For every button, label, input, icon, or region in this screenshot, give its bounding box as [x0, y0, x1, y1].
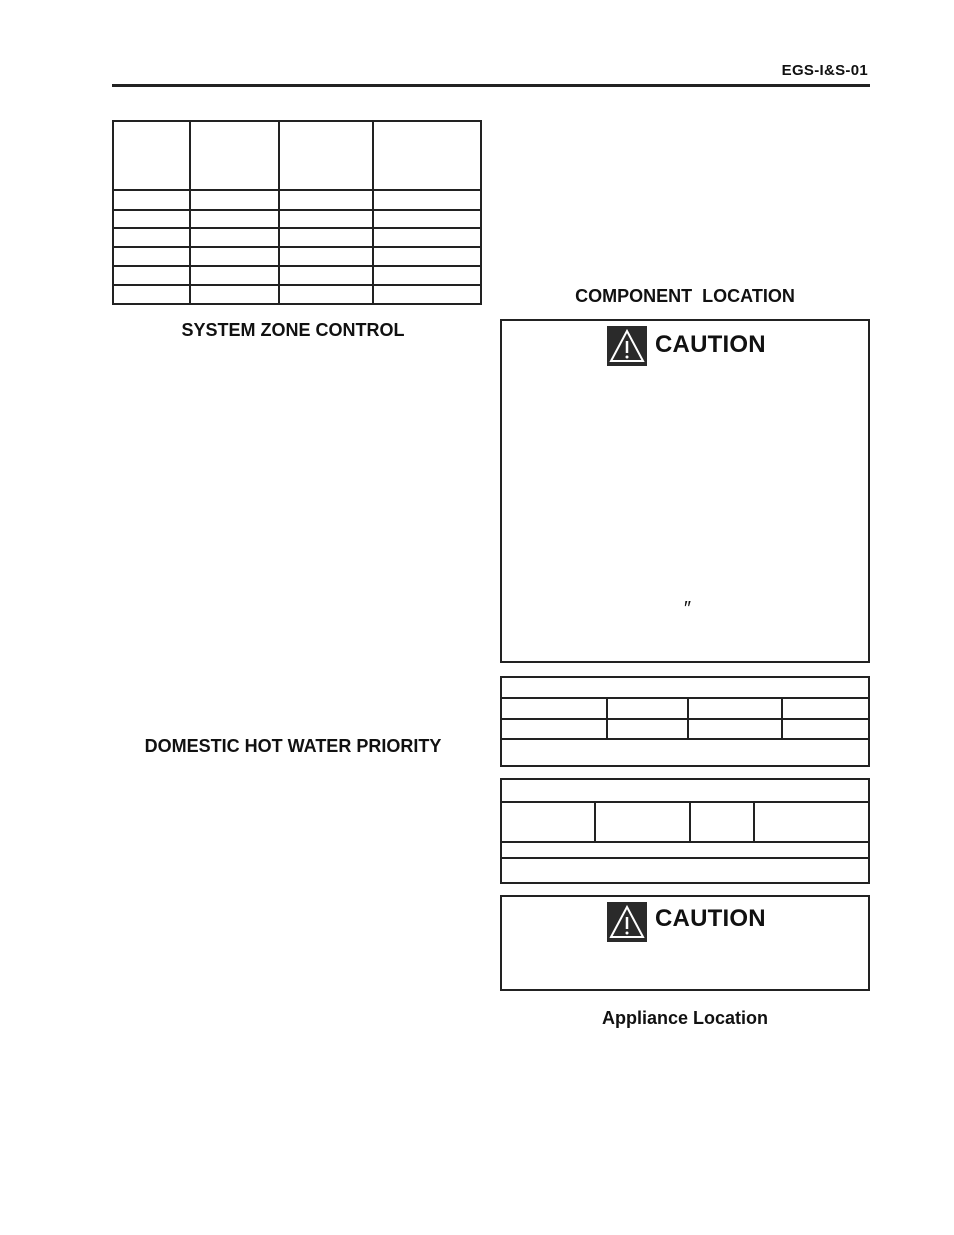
- table-row-divider: [114, 189, 480, 191]
- table-row-divider: [114, 246, 480, 248]
- table-column-divider: [687, 697, 689, 740]
- caution-label: CAUTION: [655, 905, 766, 932]
- table-column-divider: [689, 801, 691, 843]
- caution-label: CAUTION: [655, 331, 766, 358]
- warning-triangle-icon: [607, 902, 647, 942]
- ruled-table-b: [500, 778, 870, 884]
- table-row-divider: [502, 718, 868, 720]
- table-column-divider: [594, 801, 596, 843]
- table-row-divider: [114, 284, 480, 286]
- table-row-divider: [502, 841, 868, 843]
- ruled-table-a: [500, 676, 870, 767]
- appliance-location-heading: Appliance Location: [601, 1008, 769, 1028]
- table-column-divider: [372, 122, 374, 303]
- table-column-divider: [278, 122, 280, 303]
- system-zone-control-heading: SYSTEM ZONE CONTROL: [181, 320, 405, 340]
- zone-table: [112, 120, 482, 305]
- table-column-divider: [606, 697, 608, 740]
- table-column-divider: [781, 697, 783, 740]
- caution-box: [500, 319, 870, 663]
- caution-box: [500, 895, 870, 991]
- table-row-divider: [114, 209, 480, 211]
- component-location-heading: COMPONENT LOCATION: [575, 286, 795, 306]
- table-row-divider: [502, 738, 868, 740]
- table-row-divider: [114, 265, 480, 267]
- warning-triangle-icon: [607, 326, 647, 366]
- table-row-divider: [502, 801, 868, 803]
- table-row-divider: [114, 227, 480, 229]
- document-code: EGS-I&S-01: [781, 62, 868, 79]
- domestic-hot-water-priority-heading: DOMESTIC HOT WATER PRIORITY: [144, 736, 442, 756]
- table-row-divider: [502, 857, 868, 859]
- header-rule: [112, 84, 870, 87]
- table-column-divider: [753, 801, 755, 843]
- inch-mark: ″: [683, 598, 691, 620]
- table-column-divider: [189, 122, 191, 303]
- table-row-divider: [502, 697, 868, 699]
